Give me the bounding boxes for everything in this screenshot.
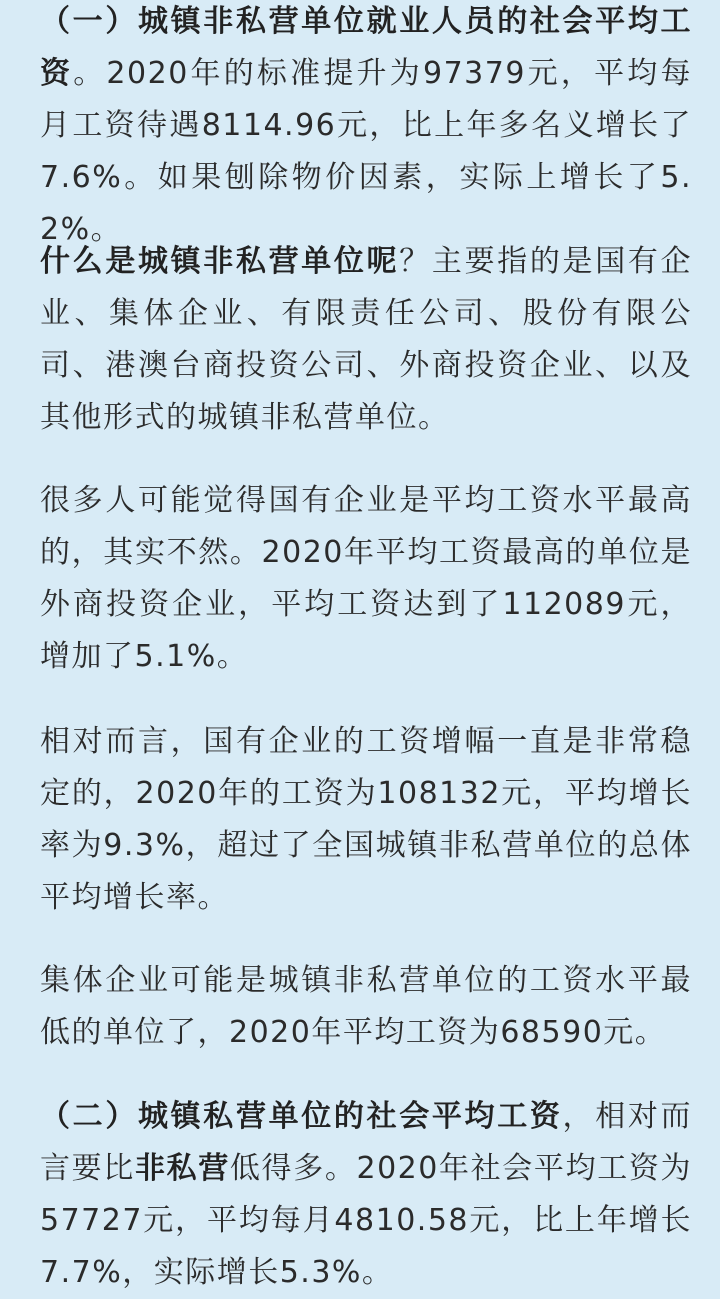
paragraph-text: 很多人可能觉得国有企业是平均工资水平最高的，其实不然。2020年平均工资最高的单位是外商投资企业，平均工资达到了112089元，增加了5.1%。: [40, 483, 692, 674]
paragraph-text: 集体企业可能是城镇非私营单位的工资水平最低的单位了，2020年平均工资为68590元。: [40, 963, 692, 1050]
paragraph-foreign-enterprise: [40, 475, 692, 683]
paragraph-text: 。2020年的标准提升为97379元，平均每月工资待遇8114.96元，比上年多名义增长了7.6%。如果刨除物价因素，实际上增长了5.2%。: [40, 56, 692, 247]
paragraph-definition: [40, 236, 692, 444]
paragraph-text: 相对而言，国有企业的工资增幅一直是非常稳定的，2020年的工资为108132元，平均增长率为9.3%，超过了全国城镇非私营单位的总体平均增长率。: [40, 724, 692, 915]
paragraph-text: ？主要指的是国有企业、集体企业、有限责任公司、股份有限公司、港澳台商投资公司、外商投资企业、以及其他形式的城镇非私营单位。: [40, 244, 693, 435]
emphasis-non-private: 非私营: [134, 1151, 230, 1186]
question-heading: 什么是城镇非私营单位呢: [40, 244, 400, 279]
paragraph-text: 低得多。2020年社会平均工资为57727元，平均每月4810.58元，比上年增长7.7%，实际增长5.3%。: [40, 1151, 693, 1290]
paragraph-non-private-wage: [40, 0, 692, 256]
paragraph-text: ，相对而言要比: [40, 1099, 693, 1186]
section-heading-non-private: （一）城镇非私营单位就业人员的社会平均工资: [40, 4, 692, 91]
paragraph-collective: [40, 955, 692, 1059]
section-heading-private: （二）城镇私营单位的社会平均工资: [40, 1099, 563, 1134]
paragraph-state-owned: [40, 716, 692, 924]
paragraph-private-wage: [40, 1091, 692, 1299]
